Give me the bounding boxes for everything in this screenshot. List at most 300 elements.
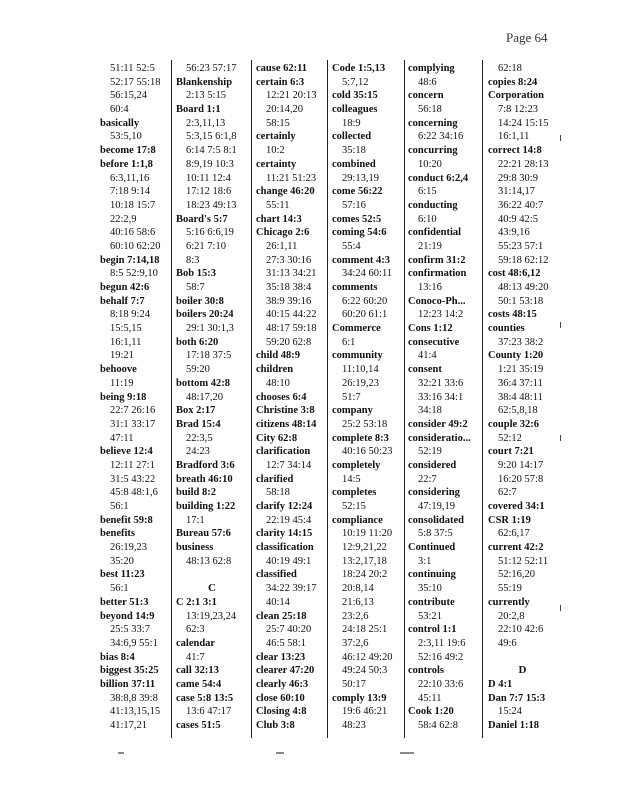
index-reference: 59:20 62:8 xyxy=(266,336,312,348)
index-reference: 60:10 62:20 xyxy=(110,240,161,252)
index-reference: 16:1,11 xyxy=(498,131,530,143)
index-term: Box 2:17 xyxy=(176,405,216,417)
index-reference: 48:17,20 xyxy=(186,391,224,403)
index-reference: 13:19,23,24 xyxy=(186,610,237,622)
index-reference: 21:19 xyxy=(418,240,442,252)
index-reference: 36:22 40:7 xyxy=(498,199,544,211)
index-reference: 48:23 xyxy=(342,720,366,731)
index-term: consideratio... xyxy=(408,432,471,444)
index-reference: 47:11 xyxy=(110,432,134,444)
index-reference: 5:16 6:6,19 xyxy=(186,227,234,239)
index-reference: 34:18 xyxy=(418,405,442,417)
index-reference: 52:19 xyxy=(418,446,442,458)
index-term: couple 32:6 xyxy=(488,418,540,430)
index-term: behalf 7:7 xyxy=(100,295,145,307)
index-reference: 10:2 xyxy=(266,145,285,157)
index-reference: 50:1 53:18 xyxy=(498,295,544,307)
index-term: Conoco-Ph... xyxy=(408,295,466,307)
index-reference: 31:1 33:17 xyxy=(110,418,156,430)
index-term: breath 46:10 xyxy=(176,473,233,485)
index-term: consider 49:2 xyxy=(408,418,468,430)
index-reference: 59:20 xyxy=(186,364,210,376)
index-reference: 17:1 xyxy=(186,514,205,526)
index-reference: 56:1 xyxy=(110,583,129,595)
index-column xyxy=(486,62,559,736)
index-reference: 41:17,21 xyxy=(110,720,148,731)
index-reference: 40:15 44:22 xyxy=(266,309,317,321)
index-reference: 48:17 59:18 xyxy=(266,323,317,335)
index-reference: 55:4 xyxy=(342,240,361,252)
index-term: clarified xyxy=(256,473,294,485)
index-reference: 26:19,23 xyxy=(110,542,148,554)
index-reference: 20:14,20 xyxy=(266,104,304,116)
index-term: collected xyxy=(332,131,372,143)
index-reference: 22:10 33:6 xyxy=(418,678,464,690)
index-reference: 51:11 52:5 xyxy=(110,63,155,74)
index-term: cases 51:5 xyxy=(176,720,221,731)
index-reference: 2:3,11,13 xyxy=(186,117,226,129)
index-term: case 5:8 13:5 xyxy=(176,692,234,704)
index-term: bias 8:4 xyxy=(100,651,135,663)
index-term: cold 35:15 xyxy=(332,90,378,102)
index-term: comply 13:9 xyxy=(332,692,387,704)
index-reference: 60:4 xyxy=(110,104,129,116)
index-term: Commerce xyxy=(332,323,381,335)
index-reference: 3:1 xyxy=(418,555,432,567)
index-term: both 6:20 xyxy=(176,336,219,348)
index-reference: 33:16 34:1 xyxy=(418,391,464,403)
index-reference: 40:19 49:1 xyxy=(266,555,312,567)
index-term: copies 8:24 xyxy=(488,76,538,88)
index-reference: 18:24 20:2 xyxy=(342,569,388,581)
index-term: Dan 7:7 15:3 xyxy=(488,692,546,704)
index-reference: 31:13 34:21 xyxy=(266,268,317,280)
index-term: D 4:1 xyxy=(488,678,513,690)
index-reference: 34:22 39:17 xyxy=(266,583,317,595)
index-term: clear 13:23 xyxy=(256,651,306,663)
index-reference: 20:8,14 xyxy=(342,583,374,595)
index-reference: 27:3 30:16 xyxy=(266,254,312,266)
index-term: complete 8:3 xyxy=(332,432,389,444)
index-term: completes xyxy=(332,487,377,499)
index-reference: 25:2 53:18 xyxy=(342,418,388,430)
index-term: Daniel 1:18 xyxy=(488,720,540,731)
index-reference: 48:13 62:8 xyxy=(186,555,232,567)
scan-mark xyxy=(400,752,414,754)
index-term: better 51:3 xyxy=(100,596,149,608)
index-term: Board's 5:7 xyxy=(176,213,228,225)
index-term: consecutive xyxy=(408,336,460,348)
index-reference: 6:22 60:20 xyxy=(342,295,388,307)
index-reference: 14:24 15:15 xyxy=(498,117,549,129)
index-reference: 62:3 xyxy=(186,624,205,636)
index-reference: 58:4 62:8 xyxy=(418,720,458,731)
index-term: confirm 31:2 xyxy=(408,254,466,266)
index-reference: 52:16 49:2 xyxy=(418,651,464,663)
index-term: cost 48:6,12 xyxy=(488,268,541,280)
index-term: concern xyxy=(408,90,444,102)
index-reference: 8:3 xyxy=(186,254,200,266)
index-term: confidential xyxy=(408,227,462,239)
index-term: clearly 46:3 xyxy=(256,678,309,690)
index-reference: 52:17 55:18 xyxy=(110,76,161,88)
index-reference: 26:1,11 xyxy=(266,240,298,252)
index-reference: 22:2,9 xyxy=(110,213,137,225)
index-term: come 56:22 xyxy=(332,186,383,198)
index-reference: 55:19 xyxy=(498,583,522,595)
index-term: correct 14:8 xyxy=(488,145,542,157)
index-reference: 59:18 62:12 xyxy=(498,254,549,266)
index-reference: 6:15 xyxy=(418,186,437,198)
index-reference: 17:12 18:6 xyxy=(186,186,232,198)
index-reference: 58:7 xyxy=(186,282,205,293)
index-term: best 11:23 xyxy=(100,569,145,581)
index-term: beyond 14:9 xyxy=(100,610,155,622)
index-term: boilers 20:24 xyxy=(176,309,234,321)
index-reference: 12:9,21,22 xyxy=(342,542,387,554)
index-term: covered 34:1 xyxy=(488,501,545,512)
index-reference: 10:19 11:20 xyxy=(342,528,393,540)
index-reference: 22:7 xyxy=(418,473,437,485)
index-term: believe 12:4 xyxy=(100,446,153,458)
index-reference: 10:20 xyxy=(418,158,442,170)
index-term: costs 48:15 xyxy=(488,309,537,321)
index-reference: 24:23 xyxy=(186,446,210,458)
index-reference: 12:21 20:13 xyxy=(266,90,317,102)
index-reference: 16:1,11 xyxy=(110,336,142,348)
index-reference: 22:3,5 xyxy=(186,432,213,444)
index-reference: 20:2,8 xyxy=(498,610,525,622)
index-reference: 52:12 xyxy=(498,432,522,444)
index-reference: 18:23 49:13 xyxy=(186,199,237,211)
index-reference: 56:15,24 xyxy=(110,90,148,102)
index-reference: 53:5,10 xyxy=(110,131,142,143)
index-reference: 22:7 26:16 xyxy=(110,405,156,417)
index-reference: 12:7 34:14 xyxy=(266,459,312,471)
index-term: Bob 15:3 xyxy=(176,268,216,280)
index-reference: 53:21 xyxy=(418,610,442,622)
index-reference: 26:19,23 xyxy=(342,377,380,389)
index-reference: 8:18 9:24 xyxy=(110,309,150,321)
index-term: Bureau 57:6 xyxy=(176,528,231,540)
scan-mark xyxy=(118,752,124,754)
index-reference: 58:18 xyxy=(266,487,290,499)
index-reference: 35:10 xyxy=(418,583,442,595)
index-reference: 45:8 48:1,6 xyxy=(110,487,158,499)
index-reference: 41:7 xyxy=(186,651,205,663)
index-reference: 5:8 37:5 xyxy=(418,528,453,540)
index-reference: 13:6 47:17 xyxy=(186,706,232,718)
index-term: Bradford 3:6 xyxy=(176,459,235,471)
index-term: certain 6:3 xyxy=(256,76,305,88)
index-reference: 37:23 38:2 xyxy=(498,336,544,348)
index-reference: 14:5 xyxy=(342,473,361,485)
index-term: concurring xyxy=(408,145,458,157)
index-column xyxy=(330,62,404,736)
index-term: billion 37:11 xyxy=(100,678,156,690)
index-reference: 12:11 27:1 xyxy=(110,459,155,471)
index-reference: 6:3,11,16 xyxy=(110,172,150,184)
index-term: concerning xyxy=(408,117,458,129)
index-reference: 22:19 45:4 xyxy=(266,514,312,526)
scan-mark xyxy=(560,135,561,141)
index-reference: 56:1 xyxy=(110,501,129,512)
index-term: citizens 48:14 xyxy=(256,418,317,430)
index-term: Chicago 2:6 xyxy=(256,227,310,239)
index-reference: 1:21 35:19 xyxy=(498,364,544,376)
index-term: Cons 1:12 xyxy=(408,323,453,335)
index-reference: 52:16,20 xyxy=(498,569,536,581)
index-term: building 1:22 xyxy=(176,501,236,512)
index-reference: 46:12 49:20 xyxy=(342,651,393,663)
index-term: combined xyxy=(332,158,376,170)
index-term: community xyxy=(332,350,383,362)
index-reference xyxy=(174,568,250,582)
index-reference: 10:18 15:7 xyxy=(110,199,156,211)
index-term: children xyxy=(256,364,294,376)
index-term: clean 25:18 xyxy=(256,610,307,622)
index-term: Closing 4:8 xyxy=(256,706,307,718)
index-reference: 50:17 xyxy=(342,678,366,690)
index-reference: 23:2,6 xyxy=(342,610,369,622)
index-reference: 9:20 14:17 xyxy=(498,459,544,471)
index-reference: 21:6,13 xyxy=(342,596,374,608)
index-reference: 16:20 57:8 xyxy=(498,473,544,485)
index-column xyxy=(254,62,328,736)
index-reference: 40:16 58:6 xyxy=(110,227,156,239)
index-reference: 56:23 57:17 xyxy=(186,63,237,74)
index-reference: 7:8 12:23 xyxy=(498,104,538,116)
index-term: biggest 35:25 xyxy=(100,665,159,677)
index-reference: 13:2,17,18 xyxy=(342,555,387,567)
index-reference: 35:18 38:4 xyxy=(266,282,312,293)
index-term: boiler 30:8 xyxy=(176,295,224,307)
index-reference: 22:10 42:6 xyxy=(498,624,544,636)
index-term: classified xyxy=(256,569,297,581)
index-reference: 18:9 xyxy=(342,117,361,129)
index-term: counties xyxy=(488,323,525,335)
index-reference: 6:14 7:5 8:1 xyxy=(186,145,237,157)
index-reference: 19:6 46:21 xyxy=(342,706,388,718)
index-term: classification xyxy=(256,542,314,554)
index-reference: 12:23 14:2 xyxy=(418,309,464,321)
index-term: coming 54:6 xyxy=(332,227,387,239)
index-reference: 25:7 40:20 xyxy=(266,624,312,636)
index-reference: 25:5 33:7 xyxy=(110,624,150,636)
index-term: came 54:4 xyxy=(176,678,222,690)
index-reference: 38:9 39:16 xyxy=(266,295,312,307)
index-term: chart 14:3 xyxy=(256,213,302,225)
index-term: Club 3:8 xyxy=(256,720,295,731)
index-term: County 1:20 xyxy=(488,350,544,362)
index-term: close 60:10 xyxy=(256,692,305,704)
index-term: being 9:18 xyxy=(100,391,147,403)
index-term: begin 7:14,18 xyxy=(100,254,160,266)
index-reference: 62:6,17 xyxy=(498,528,530,540)
index-reference: 45:11 xyxy=(418,692,442,704)
index-reference: 35:18 xyxy=(342,145,366,157)
index-term: City 62:8 xyxy=(256,432,298,444)
index-reference: 48:6 xyxy=(418,76,437,88)
scan-mark xyxy=(560,322,561,328)
index-term: court 7:21 xyxy=(488,446,534,458)
index-term: child 48:9 xyxy=(256,350,301,362)
index-term: Brad 15:4 xyxy=(176,418,221,430)
index-reference: 52:15 xyxy=(342,501,366,512)
index-term: consolidated xyxy=(408,514,465,526)
index-term: calendar xyxy=(176,637,216,649)
index-reference: 37:2,6 xyxy=(342,637,369,649)
index-reference: 11:21 51:23 xyxy=(266,172,317,184)
index-term: certainty xyxy=(256,158,297,170)
index-reference: 22:21 28:13 xyxy=(498,158,549,170)
index-reference xyxy=(486,651,559,665)
index-reference: 62:18 xyxy=(498,63,522,74)
index-term: company xyxy=(332,405,373,417)
index-reference: 46:5 58:1 xyxy=(266,637,306,649)
index-term: current 42:2 xyxy=(488,542,544,554)
section-letter: D xyxy=(518,664,527,677)
index-reference: 24:18 25:1 xyxy=(342,624,388,636)
scan-mark xyxy=(560,435,561,441)
index-reference: 6:10 xyxy=(418,213,437,225)
index-term: clarity 14:15 xyxy=(256,528,313,540)
index-reference: 2:3,11 19:6 xyxy=(418,637,466,649)
index-term: change 46:20 xyxy=(256,186,315,198)
index-reference: 41:4 xyxy=(418,350,437,362)
index-reference: 7:18 9:14 xyxy=(110,186,150,198)
index-term: Corporation xyxy=(488,90,544,102)
index-reference: 8:9,19 10:3 xyxy=(186,158,234,170)
scan-mark xyxy=(276,752,284,754)
index-term: Board 1:1 xyxy=(176,104,221,116)
index-column xyxy=(98,62,170,736)
index-term: Continued xyxy=(408,542,456,554)
index-term: conducting xyxy=(408,199,458,211)
index-reference: 38:4 48:11 xyxy=(498,391,543,403)
index-term: completely xyxy=(332,459,381,471)
index-reference: 5:7,12 xyxy=(342,76,369,88)
index-term: CSR 1:19 xyxy=(488,514,531,526)
index-reference: 5:3,15 6:1,8 xyxy=(186,131,237,143)
index-term: confirmation xyxy=(408,268,467,280)
index-term: comments xyxy=(332,282,378,293)
index-term: build 8:2 xyxy=(176,487,216,499)
index-reference: 6:1 xyxy=(342,336,356,348)
index-reference: 17:18 37:5 xyxy=(186,350,232,362)
index-term: considering xyxy=(408,487,460,499)
index-reference: 43:9,16 xyxy=(498,227,530,239)
index-term: contribute xyxy=(408,596,455,608)
index-reference: 11:19 xyxy=(110,377,134,389)
index-reference: 15:24 xyxy=(498,706,522,718)
index-term: considered xyxy=(408,459,457,471)
index-term: become 17:8 xyxy=(100,145,156,157)
index-reference: 55:11 xyxy=(266,199,290,211)
index-term: chooses 6:4 xyxy=(256,391,307,403)
index-column xyxy=(174,62,250,736)
index-reference: 15:5,15 xyxy=(110,323,142,335)
index-reference: 38:8,8 39:8 xyxy=(110,692,158,704)
index-reference: 29:1 30:1,3 xyxy=(186,323,234,335)
page-number: Page 64 xyxy=(506,30,548,45)
index-term: certainly xyxy=(256,131,296,143)
index-reference: 48:13 49:20 xyxy=(498,282,549,293)
index-reference: 62:5,8,18 xyxy=(498,405,538,417)
index-reference: 51:7 xyxy=(342,391,361,403)
index-reference: 51:12 52:11 xyxy=(498,555,549,567)
index-reference: 35:20 xyxy=(110,555,134,567)
index-term: cause 62:11 xyxy=(256,63,308,74)
scan-mark xyxy=(560,605,561,611)
index-reference: 13:16 xyxy=(418,282,442,293)
index-reference: 2:13 5:15 xyxy=(186,90,226,102)
index-term: consent xyxy=(408,364,442,376)
index-term: currently xyxy=(488,596,530,608)
index-term: Code 1:5,13 xyxy=(332,63,386,74)
index-term: Christine 3:8 xyxy=(256,405,315,417)
index-reference: 31:14,17 xyxy=(498,186,536,198)
index-term: comment 4:3 xyxy=(332,254,391,266)
index-term: Blankenship xyxy=(176,76,233,88)
index-term: controls xyxy=(408,665,444,677)
index-term: clarification xyxy=(256,446,311,458)
index-reference: 6:21 7:10 xyxy=(186,240,226,252)
index-reference: 19:21 xyxy=(110,350,134,362)
index-reference: 40:9 42:5 xyxy=(498,213,538,225)
index-term: C 2:1 3:1 xyxy=(176,596,217,608)
index-term: control 1:1 xyxy=(408,624,457,636)
index-reference: 29:13,19 xyxy=(342,172,380,184)
index-reference: 34:6,9 55:1 xyxy=(110,637,158,649)
section-letter: C xyxy=(208,582,216,595)
index-term: before 1:1,8 xyxy=(100,158,153,170)
index-reference: 58:15 xyxy=(266,117,290,129)
index-reference: 47:19,19 xyxy=(418,501,456,512)
index-term: benefits xyxy=(100,528,135,540)
index-reference: 32:21 33:6 xyxy=(418,377,464,389)
index-reference: 56:18 xyxy=(418,104,442,116)
index-column xyxy=(406,62,482,736)
index-reference: 36:4 37:11 xyxy=(498,377,543,389)
index-term: comes 52:5 xyxy=(332,213,382,225)
index-reference: 55:23 57:1 xyxy=(498,240,544,252)
index-reference: 57:16 xyxy=(342,199,366,211)
index-reference: 31:5 43:22 xyxy=(110,473,156,485)
index-term: compliance xyxy=(332,514,383,526)
index-reference: 48:10 xyxy=(266,377,290,389)
index-term: conduct 6:2,4 xyxy=(408,172,469,184)
index-reference: 8:5 52:9,10 xyxy=(110,268,158,280)
index-term: call 32:13 xyxy=(176,665,219,677)
index-reference: 49:24 50:3 xyxy=(342,665,388,677)
index-reference: 29:8 30:9 xyxy=(498,172,538,184)
index-term: Cook 1:20 xyxy=(408,706,454,718)
index-reference: 40:16 50:23 xyxy=(342,446,393,458)
index-term: colleagues xyxy=(332,104,378,116)
index-term: clarify 12:24 xyxy=(256,501,313,512)
index-term: complying xyxy=(408,63,455,74)
index-term: begun 42:6 xyxy=(100,282,150,293)
word-index xyxy=(98,62,559,736)
index-reference: 6:22 34:16 xyxy=(418,131,464,143)
index-reference: 34:24 60:11 xyxy=(342,268,393,280)
index-reference: 41:13,15,15 xyxy=(110,706,161,718)
index-reference: 10:11 12:4 xyxy=(186,172,231,184)
index-term: behoove xyxy=(100,364,137,376)
index-term: basically xyxy=(100,117,140,129)
index-reference: 60:20 61:1 xyxy=(342,309,388,321)
